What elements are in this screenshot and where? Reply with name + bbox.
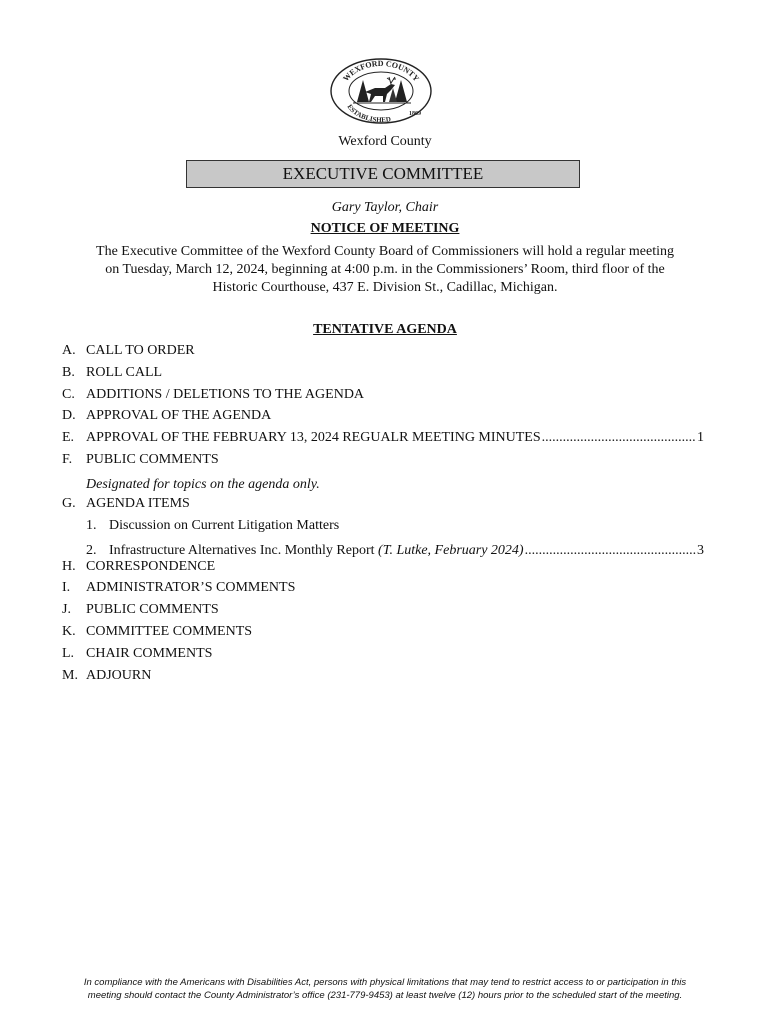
intro-line: on Tuesday, March 12, 2024, beginning at 4:00 p.m. in the Commissioners’ Room, third floor of the [105,262,665,277]
agenda-title: TENTATIVE AGENDA [313,322,457,337]
page-number: 3 [697,542,704,558]
footer-line: meeting should contact the County Administrator’s office (231-779-9453) at least twelve (12) hours prior to the scheduled start of the meeting. [87,990,683,1001]
agenda-item-text: CHAIR COMMENTS [86,645,213,661]
agenda-item [62,646,704,668]
agenda-item [62,365,704,387]
agenda-item-letter: A. [62,343,76,358]
agenda-item [62,408,704,430]
agenda-item-text: APPROVAL OF THE AGENDA [86,408,272,424]
agenda-sub-item [62,537,704,559]
agenda-item-text: PUBLIC COMMENTS [86,451,219,467]
footer-line: In compliance with the Americans with Disabilities Act, persons with physical limitations that may tend to restrict access to or participation in this [83,977,687,988]
wexford-county-seal-logo [329,58,433,124]
dot-leader [525,537,696,565]
agenda-item-text: ROLL CALL [86,364,163,380]
ada-compliance-footer [40,976,730,1002]
agenda-item-letter: L. [62,645,75,661]
agenda-item-letter: K. [62,623,76,639]
agenda-item [62,452,704,474]
agenda-item-text: AGENDA ITEMS [86,495,190,511]
agenda-sub-item [62,518,704,537]
agenda-item [62,624,704,646]
agenda-item-text: PUBLIC COMMENTS [86,602,219,618]
sub-item-text: Discussion on Current Litigation Matters [109,517,340,533]
agenda-item-text: CALL TO ORDER [86,343,195,358]
agenda-item-text: ADJOURN [86,667,152,683]
agenda-item-letter: G. [62,495,76,511]
agenda-item-letter: J. [62,602,71,618]
agenda-list [62,343,704,689]
agenda-item-text: APPROVAL OF THE FEBRUARY 13, 2024 REGUALR MEETING MINUTES [86,430,541,446]
agenda-item-letter: D. [62,408,76,424]
agenda-item-text: ADDITIONS / DELETIONS TO THE AGENDA [86,386,365,402]
agenda-item-text: COMMITTEE COMMENTS [86,623,253,639]
dot-leader [542,430,696,446]
sub-item-number: 2. [86,542,97,558]
agenda-item-letter: I. [62,580,71,596]
sub-item-presenter: (T. Lutke, February 2024) [378,542,524,558]
agenda-item-note: Designated for topics on the agenda only. [86,476,320,492]
seal-bottom-text: ESTABLISHED [345,102,392,124]
notice-heading: NOTICE OF MEETING [310,221,460,236]
seal-top-text: WEXFORD COUNTY [341,58,421,84]
svg-text:ESTABLISHED [345,103,391,124]
sub-item-title: Infrastructure Alternatives Inc. Monthly Report [109,542,379,558]
svg-text:WEXFORD COUNTY [341,59,421,83]
agenda-item-letter: E. [62,430,75,446]
committee-chair: Gary Taylor, Chair [331,200,439,215]
agenda-item [62,343,704,365]
sub-item-number: 1. [86,517,97,533]
agenda-item-letter: C. [62,386,75,402]
agenda-item [62,602,704,624]
seal-year: 1869 [409,111,421,117]
committee-title: EXECUTIVE COMMITTEE [186,160,580,188]
agenda-item [62,430,704,452]
agenda-item [62,496,704,518]
agenda-item-letter: B. [62,364,75,380]
county-name: Wexford County [338,134,432,149]
agenda-item-letter: H. [62,558,76,574]
page-number: 1 [697,430,704,446]
agenda-item [62,668,704,690]
agenda-item-text: CORRESPONDENCE [86,558,216,574]
agenda-item-letter: F. [62,451,73,467]
intro-line: Historic Courthouse, 437 E. Division St., Cadillac, Michigan. [212,280,558,295]
meeting-notice-paragraph [62,243,708,297]
intro-line: The Executive Committee of the Wexford County Board of Commissioners will hold a regular meeting [96,244,674,259]
agenda-item-text: ADMINISTRATOR’S COMMENTS [86,580,296,596]
agenda-item [62,387,704,409]
agenda-item [62,580,704,602]
agenda-item-letter: M. [62,667,78,683]
